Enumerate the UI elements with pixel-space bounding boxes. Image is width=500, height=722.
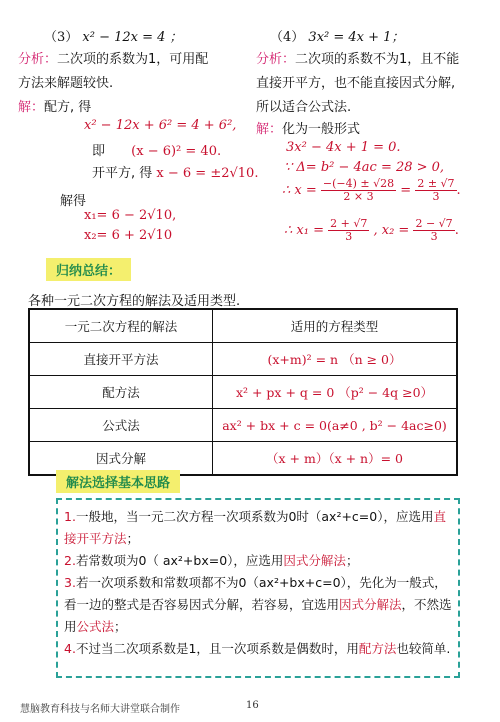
footer-page-number: 16	[246, 700, 259, 711]
right-problem-num: （4）	[270, 30, 305, 45]
right-analysis-line2: 直接开平方，也不能直接因式分解,	[256, 76, 456, 91]
table-row	[29, 409, 457, 442]
left-step1: x² − 12x + 6² = 4 + 6²,	[84, 118, 237, 133]
right-step3: ∴ x = $\frac{-(-4) \pm √28}{2 \times 3}$ = $\frac{2 \pm √7}{3}$ .	[282, 177, 461, 204]
table-cell-type: x² + px + q = 0 （p² − 4q ≥0）	[213, 376, 458, 409]
right-problem-eq: 3x² = 4x + 1；	[308, 30, 405, 45]
table-cell-type: ax² + bx + c = 0(a≠0 , b² − 4ac≥0)	[213, 409, 458, 442]
tip-item: 2.若常数项为0（ ax²+bx=0），应选用因式分解法；	[64, 553, 359, 568]
table-cell-method: 直接开平方法	[29, 343, 213, 376]
right-step2: ∵ Δ= b² − 4ac = 28 > 0,	[284, 160, 445, 175]
table-header-method: 一元二次方程的解法	[29, 309, 213, 343]
tip-item: 1.一般地，当一元二次方程一次项系数为0时（ax²+c=0），应选用直接开平方法；	[64, 509, 446, 546]
left-analysis-line1: 分析：二次项的系数为1，可用配	[18, 52, 209, 67]
table-cell-method: 公式法	[29, 409, 213, 442]
left-problem	[44, 26, 183, 45]
table-header-row	[29, 309, 457, 343]
summary-banner: 归纳总结：	[46, 258, 131, 281]
methods-table	[28, 308, 458, 476]
left-result-intro: 解得	[60, 194, 87, 209]
right-analysis-line3: 所以适合公式法.	[256, 100, 352, 115]
left-problem-num: （3）	[44, 30, 79, 45]
table-cell-method: 配方法	[29, 376, 213, 409]
table-cell-type: （x + m）（x + n）= 0	[213, 442, 458, 476]
table-row	[29, 343, 457, 376]
table-cell-method: 因式分解	[29, 442, 213, 476]
left-solution-label: 解：	[18, 100, 45, 115]
footer-credit: 慧脑教育科技与名师大讲堂联合制作	[20, 704, 180, 715]
table-cell-type: (x+m)² = n （n ≥ 0）	[213, 343, 458, 376]
summary-intro: 各种一元二次方程的解法及适用类型.	[28, 294, 241, 309]
right-problem	[270, 26, 404, 45]
right-step1: 3x² − 4x + 1 = 0.	[286, 140, 401, 155]
right-step4: ∴ x₁ = $\frac{2 + √7}{3}$ , x₂ = $\frac{2 - √7}{3}$ .	[284, 217, 459, 244]
right-solution-label: 解：	[256, 122, 283, 137]
strategy-banner: 解法选择基本思路	[56, 470, 180, 493]
tip-item: 4.不过当二次项系数是1，且一次项系数是偶数时，用配方法也较简单.	[64, 641, 451, 656]
strategy-tips	[64, 506, 454, 660]
left-analysis-line2: 方法来解题较快.	[18, 76, 114, 91]
table-header-type: 适用的方程类型	[213, 309, 458, 343]
left-x2: x₂= 6 + 2√10	[84, 228, 173, 243]
right-solution-line: 解：化为一般形式	[256, 122, 361, 137]
left-x1: x₁= 6 − 2√10,	[84, 208, 177, 223]
right-analysis-line1: 分析：二次项的系数不为1，且不能	[256, 52, 460, 67]
table-row	[29, 376, 457, 409]
right-analysis-label: 分析：	[256, 52, 296, 67]
left-step3: 开平方, 得 x − 6 = ±2√10.	[92, 166, 259, 181]
left-step2: 即 (x − 6)² = 40.	[92, 144, 222, 159]
left-analysis-label: 分析：	[18, 52, 58, 67]
left-problem-eq: x² − 12x = 4 ；	[82, 30, 183, 45]
tip-item: 3.若一次项系数和常数项都不为0（ax²+bx+c=0），先化为一般式，看一边的整式是否容易因式分解，若容易，宜选用因式分解法，不然选用公式法；	[64, 575, 452, 634]
left-solution-line: 解：配方, 得	[18, 100, 92, 115]
